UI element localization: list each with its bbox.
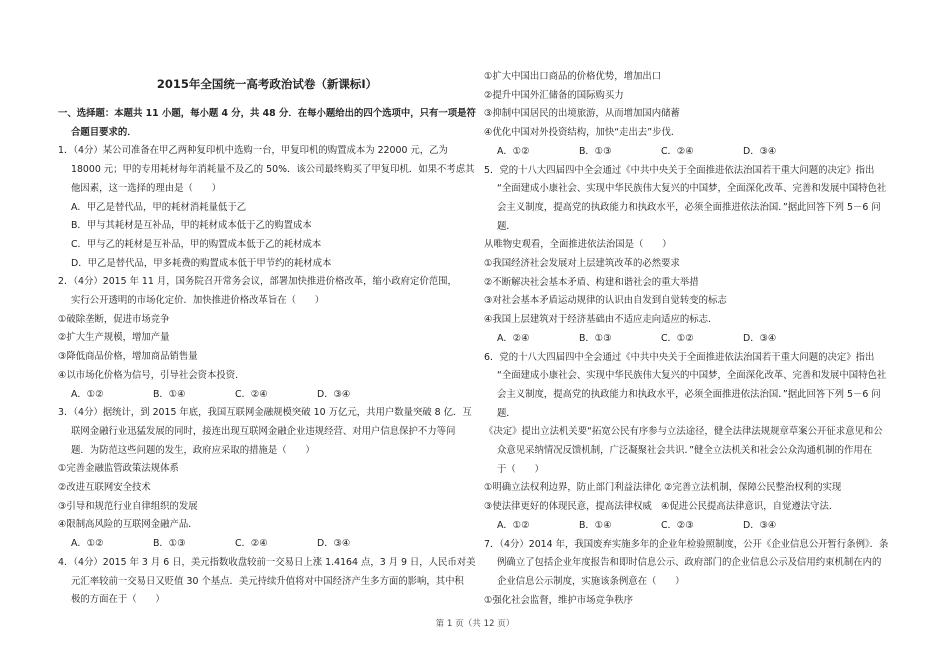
text-line: 会主义制度，提高党的执政能力和执政水平，必须全面推进依法治国．”据此回答下列 5－6 问: [497, 388, 881, 400]
section-heading: 一、选择题：本题共 11 小题，每小题 4 分，共 48 分．在每小题给出的四个选项中，只有一项是符: [58, 108, 476, 119]
right-column: [484, 68, 914, 610]
text-line: 题．: [497, 407, 516, 419]
text-line: “全面建成小康社会、实现中华民族伟大复兴的中国梦，全面深化改革、完善和发展中国特色社: [497, 370, 887, 382]
text-line: 元汇率较前一交易日又贬值 30 个基点．美元持续升值将对中国经济产生多方面的影响，其中积: [71, 575, 464, 587]
text-line: ①扩大中国出口商品的价格优势，增加出口: [484, 71, 662, 82]
option-d: D．③④: [743, 519, 777, 531]
text-line: 4．（4分）2015 年 3 月 6 日，美元指数收盘较前一交易日上涨 1.4164 点，3 月 9 日，人民币对美: [58, 556, 476, 568]
option-b: B．①③: [579, 145, 612, 157]
question-block: [58, 404, 476, 535]
text-line: 他因素，这一选择的理由是（ ）: [71, 182, 222, 194]
text-line: ③降低商品价格，增加商品销售量: [58, 351, 198, 363]
answer-options: [484, 517, 914, 536]
question-block: [484, 162, 914, 330]
text-line: ④我国上层建筑对于经济基础由不适应走向适应的标志．: [484, 314, 718, 326]
text-line: ②不断解决社会基本矛盾、构建和谐社会的重大举措: [484, 276, 699, 288]
text-line: 众意见采纳情况反馈机制，广泛凝聚社会共识．”健全立法机关和社会公众沟通机制的作用在: [497, 445, 873, 457]
text-line: 3．（4分）据统计，到 2015 年底，我国互联网金融规模突破 10 万亿元，共用户数量突破 8 亿．互: [58, 407, 472, 419]
question-block: [484, 536, 914, 611]
page-title: 2015年全国统一高考政治试卷（新课标Ⅰ）: [156, 77, 378, 91]
option-a: A．①②: [71, 538, 104, 550]
question-block: [58, 142, 476, 385]
text-line: ③使法律更好的体现民意，提高法律权威 ④促进公民提高法律意识，自觉遵法守法．: [484, 501, 839, 513]
option-b: B．①③: [579, 332, 612, 344]
option-d: D．③④: [317, 388, 351, 400]
section-heading-cont: 合题目要求的．: [71, 126, 137, 138]
text-line: 会主义制度，提高党的执政能力和执政水平，必须全面推进依法治国．”据此回答下列 5－6 问: [497, 201, 881, 213]
text-line: ③引导和规范行业自律组织的发展: [58, 500, 198, 512]
text-line: 从唯物史观看，全面推进依法治国是（ ）: [484, 239, 672, 251]
option-c: C．②④: [661, 145, 694, 157]
text-line: ③抑制中国居民的出境旅游，从而增加国内储蓄: [484, 108, 680, 120]
text-line: 极的方面在于（ ）: [71, 594, 165, 606]
page-footer: 第 1 页（共 12 页）: [435, 619, 515, 629]
text-line: 《决定》提出立法机关要“拓宽公民有序参与立法途径，健全法律法规规章草案公开征求意见和公: [484, 426, 883, 438]
text-line: 5．党的十八大四届四中全会通过《中共中央关于全面推进依法治国若干重大问题的决定》指出: [484, 164, 875, 176]
text-line: D．甲乙是替代品，甲多耗费的购置成本低于甲节约的耗材成本: [71, 257, 332, 269]
option-c: C．②④: [235, 538, 268, 550]
option-d: D．③④: [743, 145, 777, 157]
text-line: 例确立了包括企业年度报告和即时信息公示、政府部门的企业信息公示及信用约束机制在内的: [497, 557, 882, 569]
text-line: 于（ ）: [497, 463, 544, 475]
text-line: 1．（4分）某公司准备在甲乙两种复印机中选购一台，甲复印机的购置成本为 22000 元，乙为: [58, 145, 448, 157]
text-line: 企业信息公示制度，实施该条例意在（ ）: [497, 575, 685, 587]
option-c: C．②③: [661, 519, 694, 531]
option-a: A．②④: [497, 332, 530, 344]
text-line: ②扩大生产规模，增加产量: [58, 332, 170, 344]
text-line: ④限制高风险的互联网金融产品．: [58, 519, 198, 531]
option-d: D．③④: [743, 332, 777, 344]
option-d: D．③④: [317, 538, 351, 550]
text-line: 实行公开透明的市场化定价．加快推进价格改革旨在（ ）: [71, 295, 325, 307]
option-a: A．①②: [71, 388, 104, 400]
option-b: B．①④: [579, 519, 612, 531]
text-line: ④优化中国对外投资结构，加快“走出去”步伐．: [484, 127, 681, 139]
left-column: [58, 105, 476, 610]
text-line: B．甲与其耗材是互补品，甲的耗材成本低于乙的购置成本: [71, 220, 312, 232]
text-line: ①我国经济社会发展对上层建筑改革的必然要求: [484, 258, 680, 270]
text-line: 7．（4分）2014 年，我国废弃实施多年的企业年检验照制度，公开《企业信息公开暂行条例》．条: [484, 538, 889, 550]
text-line: 18000 元；甲的专用耗材每年消耗量不及乙的 50%．该公司最终购买了甲复印机．如果不考虑其: [71, 164, 475, 176]
answer-options: [484, 143, 914, 162]
answer-options: [484, 330, 914, 349]
text-line: ③对社会基本矛盾运动规律的认识由自发到自觉转变的标志: [484, 295, 727, 307]
text-line: 联网金融行业迅猛发展的同时，接连出现互联网金融企业违规经营、对用户信息保护不力等问: [71, 425, 456, 437]
question-block: [58, 554, 476, 610]
option-c: C．②④: [235, 388, 268, 400]
text-line: 题．: [497, 220, 516, 232]
answer-options: [58, 386, 476, 405]
text-line: A．甲乙是替代品，甲的耗材消耗量低于乙: [71, 201, 247, 213]
question-block: [484, 68, 914, 143]
option-b: B．①③: [153, 538, 186, 550]
text-line: 6．党的十八大四届四中全会通过《中共中央关于全面推进依法治国若干重大问题的决定》指出: [484, 351, 875, 363]
option-a: A．①②: [497, 145, 530, 157]
text-line: ①完善金融监管政策法规体系: [58, 463, 179, 475]
text-line: “全面建成小康社会、实现中华民族伟大复兴的中国梦，全面深化改革、完善和发展中国特色社: [497, 183, 887, 195]
text-line: C．甲与乙的耗材是互补品，甲的购置成本低于乙的耗材成本: [71, 238, 322, 250]
text-line: ④以市场化价格为信号，引导社会资本投资．: [58, 369, 245, 381]
text-line: 题．为防范这些问题的发生，政府应采取的措施是（ ）: [71, 444, 315, 456]
text-line: ①明确立法权利边界，防止部门利益法律化 ②完善立法机制，保障公民整治权利的实现: [484, 482, 842, 494]
option-c: C．①②: [661, 332, 694, 344]
text-line: ①破除垄断，促进市场竞争: [58, 313, 170, 325]
option-a: A．①②: [497, 519, 530, 531]
text-line: 2．（4分）2015 年 11 月，国务院召开常务会议，部署加快推进价格改革，缩小政府定价范围，: [58, 276, 457, 288]
option-b: B．①④: [153, 388, 186, 400]
text-line: ②改进互联网安全技术: [58, 482, 151, 494]
answer-options: [58, 535, 476, 554]
text-line: ②提升中国外汇储备的国际购买力: [484, 89, 624, 101]
question-block: [484, 349, 914, 517]
text-line: ①强化社会监督，维护市场竞争秩序: [484, 594, 634, 606]
